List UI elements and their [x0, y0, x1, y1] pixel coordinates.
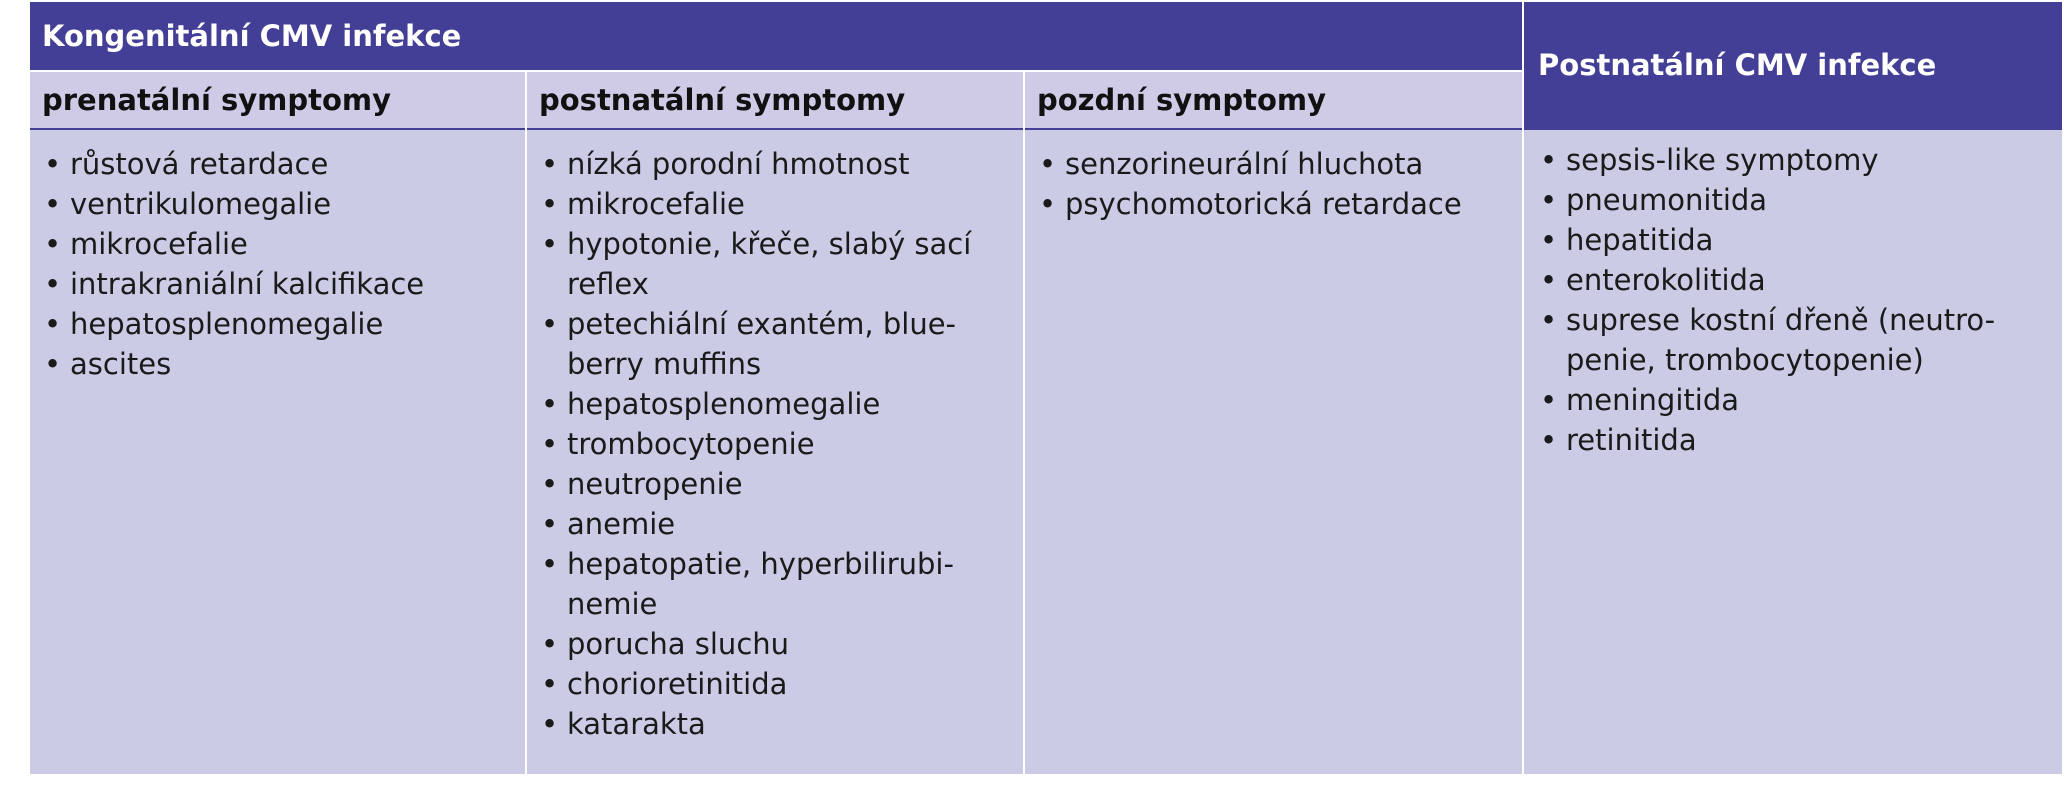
list-item: [1037, 144, 1510, 184]
list-item-text: porucha sluchu: [567, 627, 790, 661]
list-item: [42, 224, 513, 264]
bullet-glyph: •: [541, 427, 559, 461]
list-item: [1538, 420, 2050, 460]
bullet-glyph: •: [541, 467, 559, 501]
bullet-glyph: •: [1039, 187, 1057, 221]
list-item-text: ventrikulomegalie: [70, 187, 332, 221]
bullet-glyph: •: [1540, 263, 1558, 297]
list-item-text: hepatitida: [1566, 223, 1714, 257]
cmv-symptoms-table: [30, 2, 2062, 774]
list-item: [42, 184, 513, 224]
list-item: [539, 464, 1011, 504]
list-item: [539, 224, 1011, 304]
list-item-text: enterokolitida: [1566, 263, 1766, 297]
symptom-list: [1538, 140, 2050, 460]
header-congenital-cmv: Kongenitální CMV infekce: [30, 2, 1523, 71]
late-symptoms-cell: [1024, 129, 1523, 774]
list-item: [539, 384, 1011, 424]
list-item: [539, 504, 1011, 544]
symptom-list: [42, 144, 513, 384]
list-item: [1538, 140, 2050, 180]
bullet-glyph: •: [541, 547, 559, 581]
bullet-glyph: •: [44, 307, 62, 341]
list-item: [1538, 380, 2050, 420]
list-item-text: petechiální exantém, blue-berry muffins: [567, 307, 957, 381]
list-item: [539, 664, 1011, 704]
list-item-text: katarakta: [567, 707, 706, 741]
bullet-glyph: •: [44, 227, 62, 261]
list-item-text: ascites: [70, 347, 172, 381]
header-postnatal-cmv: Postnatální CMV infekce: [1523, 2, 2062, 129]
bullet-glyph: •: [1540, 143, 1558, 177]
bullet-glyph: •: [541, 707, 559, 741]
list-item: [42, 144, 513, 184]
prenatal-symptoms-cell: [30, 129, 526, 774]
list-item: [539, 624, 1011, 664]
list-item-text: retinitida: [1566, 423, 1697, 457]
list-item-text: suprese kostní dřeně (neutro-penie, trombocytopenie): [1566, 303, 1996, 377]
list-item: [539, 424, 1011, 464]
bullet-glyph: •: [541, 627, 559, 661]
symptom-list: [539, 144, 1011, 744]
bullet-glyph: •: [1540, 223, 1558, 257]
postnatal-symptoms-cell: [526, 129, 1024, 774]
symptom-list: [1037, 144, 1510, 224]
list-item: [42, 264, 513, 304]
subheader-prenatal-symptoms: prenatální symptomy: [30, 71, 526, 129]
bullet-glyph: •: [541, 187, 559, 221]
list-item: [42, 344, 513, 384]
bullet-glyph: •: [1039, 147, 1057, 181]
list-item: [1538, 300, 2050, 380]
list-item-text: intrakraniální kalcifikace: [70, 267, 425, 301]
list-item-text: hepatopatie, hyperbilirubi-nemie: [567, 547, 954, 621]
list-item: [539, 704, 1011, 744]
bullet-glyph: •: [541, 667, 559, 701]
bullet-glyph: •: [1540, 183, 1558, 217]
bullet-glyph: •: [541, 387, 559, 421]
bullet-glyph: •: [1540, 303, 1558, 337]
list-item: [539, 184, 1011, 224]
table-body-row: [30, 129, 2062, 774]
list-item-text: sepsis-like symptomy: [1566, 143, 1879, 177]
list-item-text: růstová retardace: [70, 147, 329, 181]
list-item: [42, 304, 513, 344]
list-item-text: chorioretinitida: [567, 667, 788, 701]
list-item-text: mikrocefalie: [70, 227, 248, 261]
list-item-text: meningitida: [1566, 383, 1739, 417]
bullet-glyph: •: [44, 187, 62, 221]
list-item: [539, 144, 1011, 184]
bullet-glyph: •: [541, 507, 559, 541]
list-item-text: neutropenie: [567, 467, 743, 501]
list-item: [1037, 184, 1510, 224]
subheader-postnatal-symptoms: postnatální symptomy: [526, 71, 1024, 129]
list-item-text: psychomotorická retardace: [1065, 187, 1462, 221]
bullet-glyph: •: [44, 347, 62, 381]
bullet-glyph: •: [44, 147, 62, 181]
bullet-glyph: •: [541, 147, 559, 181]
list-item: [539, 304, 1011, 384]
list-item: [1538, 260, 2050, 300]
list-item-text: nízká porodní hmotnost: [567, 147, 910, 181]
list-item-text: trombocytopenie: [567, 427, 815, 461]
list-item-text: pneumonitida: [1566, 183, 1768, 217]
list-item: [1538, 220, 2050, 260]
subheader-late-symptoms: pozdní symptomy: [1024, 71, 1523, 129]
bullet-glyph: •: [44, 267, 62, 301]
list-item-text: hepatosplenomegalie: [567, 387, 881, 421]
list-item-text: hypotonie, křeče, slabý sací reflex: [567, 227, 972, 301]
bullet-glyph: •: [1540, 383, 1558, 417]
bullet-glyph: •: [541, 227, 559, 261]
postnatal-cmv-symptoms-cell: [1523, 129, 2062, 774]
list-item-text: anemie: [567, 507, 676, 541]
table-header-row: [30, 2, 2062, 71]
list-item: [1538, 180, 2050, 220]
list-item: [539, 544, 1011, 624]
list-item-text: senzorineurální hluchota: [1065, 147, 1424, 181]
list-item-text: hepatosplenomegalie: [70, 307, 384, 341]
list-item-text: mikrocefalie: [567, 187, 745, 221]
bullet-glyph: •: [541, 307, 559, 341]
bullet-glyph: •: [1540, 423, 1558, 457]
